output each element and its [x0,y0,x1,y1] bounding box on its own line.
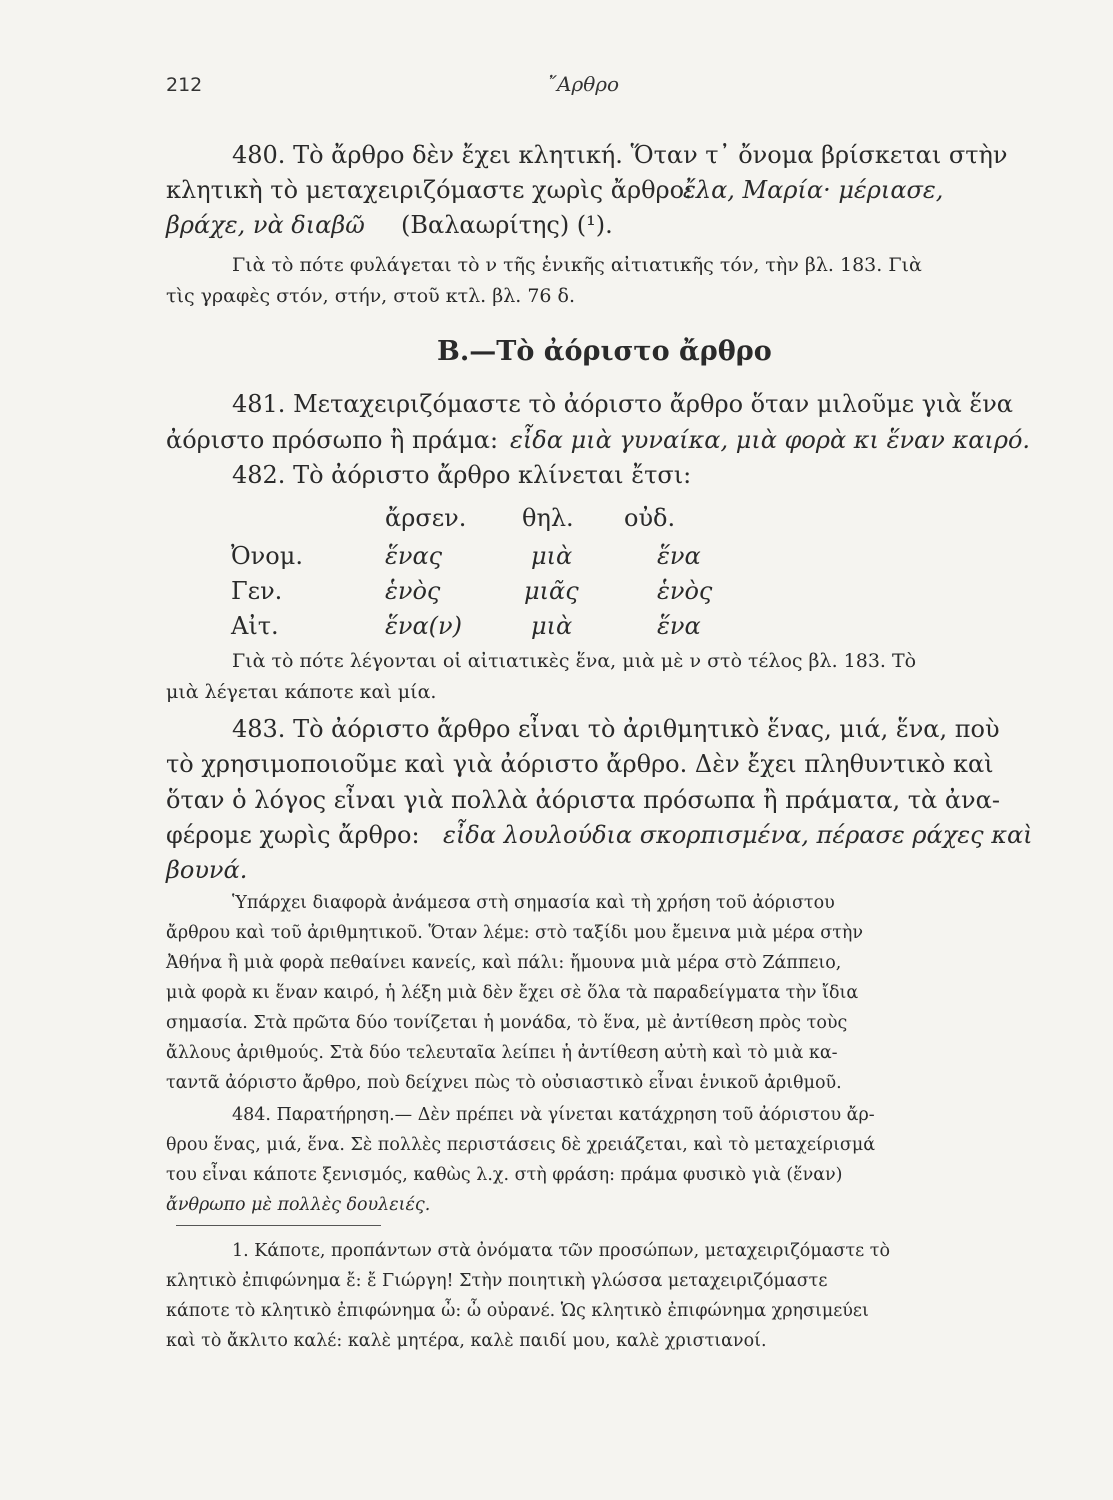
section-heading: Β.—Τὸ ἀόριστο ἄρθρο [437,336,772,367]
footnote-line-2: κλητικὸ ἐπιφώνημα ἔ: ἔ Γιώργη! Στὴν ποιητικὴ γλώσσα μεταχειριζόμαστε [166,1271,828,1291]
paragraph-481-line-2a: ἀόριστο πρόσωπο ἢ πράμα: [166,426,499,454]
paragraph-484-line-2: θρου ἕνας, μιά, ἕνα. Σὲ πολλὲς περιστάσεις δὲ χρειάζεται, καὶ τὸ μεταχείρισμά [166,1135,876,1155]
paragraph-480-line-1: 480. Τὸ ἄρθρο δὲν ἔχει κλητική. Ὅταν τ᾽ ὄνομα βρίσκεται στὴν [232,141,1008,169]
table-header-neuter: οὐδ. [624,504,676,532]
paragraph-482: 482. Τὸ ἀόριστο ἄρθρο κλίνεται ἔτσι: [232,461,692,489]
table-case-accusative: Αἰτ. [231,612,279,640]
table-cell: μιᾶς [524,577,579,605]
table-header-feminine: θηλ. [522,504,574,532]
paragraph-480-line-2b: ἔλα, Μαρία· μέριασε, [683,176,944,204]
paragraph-484-line-1: 484. Παρατήρηση.— Δὲν πρέπει νὰ γίνεται κατάχρηση τοῦ ἀόριστου ἄρ- [232,1105,875,1125]
footnote-line-1: 1. Κάποτε, προπάντων στὰ ὀνόματα τῶν προσώπων, μεταχειριζόμαστε τὸ [232,1241,891,1261]
paragraph-480-line-3a: βράχε, νὰ διαβῶ [166,211,365,239]
note-482-line-2: μιὰ λέγεται κάποτε καὶ μία. [166,681,437,703]
paragraph-483-line-4a: φέρομε χωρὶς ἄρθρο: [166,821,420,849]
table-cell: ἕνα [657,542,701,570]
footnote-divider [176,1225,381,1226]
note-482-line-1: Γιὰ τὸ πότε λέγονται οἱ αἰτιατικὲς ἕνα, μιὰ μὲ ν στὸ τέλος βλ. 183. Τὸ [232,650,917,672]
table-cell: ἕνα(ν) [385,612,462,640]
table-cell: ἑνὸς [385,577,441,605]
footnote-line-3: κάποτε τὸ κλητικὸ ἐπιφώνημα ὦ: ὦ οὐρανέ. Ὡς κλητικὸ ἐπιφώνημα χρησιμεύει [166,1301,869,1321]
table-header-masculine: ἄρσεν. [385,504,467,532]
note-483-line-5: σημασία. Στὰ πρῶτα δύο τονίζεται ἡ μονάδα, τὸ ἕνα, μὲ ἀντίθεση πρὸς τοὺς [166,1013,848,1033]
paragraph-483-line-5: βουνά. [166,856,248,884]
footnote-line-4: καὶ τὸ ἄκλιτο καλέ: καλὲ μητέρα, καλὲ παιδί μου, καλὲ χριστιανοί. [166,1331,767,1351]
table-cell: μιὰ [531,542,573,570]
table-cell: ἑνὸς [657,577,713,605]
note-483-line-7: ταντᾶ ἀόριστο ἄρθρο, ποὺ δείχνει πὼς τὸ οὐσιαστικὸ εἶναι ἑνικοῦ ἀριθμοῦ. [166,1073,842,1093]
paragraph-483-line-2: τὸ χρησιμοποιοῦμε καὶ γιὰ ἀόριστο ἄρθρο. Δὲν ἔχει πληθυντικὸ καὶ [166,750,994,778]
table-case-nominative: Ὀνομ. [231,542,303,570]
note-483-line-3: Ἀθήνα ἢ μιὰ φορὰ πεθαίνει κανείς, καὶ πάλι: ἤμουνα μιὰ μέρα στὸ Ζάππειο, [166,953,842,973]
paragraph-484-line-4: ἄνθρωπο μὲ πολλὲς δουλειές. [166,1195,431,1215]
paragraph-483-line-1: 483. Τὸ ἀόριστο ἄρθρο εἶναι τὸ ἀριθμητικὸ ἕνας, μιά, ἕνα, ποὺ [232,715,1000,743]
note-480-line-1: Γιὰ τὸ πότε φυλάγεται τὸ ν τῆς ἑνικῆς αἰτιατικῆς τόν, τὴν βλ. 183. Γιὰ [232,254,922,276]
table-cell: μιὰ [531,612,573,640]
note-483-line-6: ἄλλους ἀριθμούς. Στὰ δύο τελευταῖα λείπει ἡ ἀντίθεση αὐτὴ καὶ τὸ μιὰ κα- [166,1043,838,1063]
running-title: ῎Αρθρο [547,72,620,96]
table-cell: ἕνας [385,542,443,570]
note-483-line-4: μιὰ φορὰ κι ἕναν καιρό, ἡ λέξη μιὰ δὲν ἔχει σὲ ὅλα τὰ παραδείγματα τὴν ἴδια [166,983,859,1003]
paragraph-480-line-3b: (Βαλαωρίτης) (¹). [401,211,613,239]
paragraph-481-line-1: 481. Μεταχειριζόμαστε τὸ ἀόριστο ἄρθρο ὅταν μιλοῦμε γιὰ ἕνα [232,390,1014,418]
paragraph-483-line-3: ὅταν ὁ λόγος εἶναι γιὰ πολλὰ ἀόριστα πρόσωπα ἢ πράματα, τὰ ἀνα- [166,786,1000,814]
paragraph-483-line-4b: εἶδα λουλούδια σκορπισμένα, πέρασε ράχες καὶ [443,821,1033,849]
table-case-genitive: Γεν. [231,577,283,605]
note-483-line-1: Ὑπάρχει διαφορὰ ἀνάμεσα στὴ σημασία καὶ τὴ χρήση τοῦ ἀόριστου [232,893,835,913]
note-480-line-2: τὶς γραφὲς στόν, στήν, στοῦ κτλ. βλ. 76 δ. [166,285,576,307]
page-number: 212 [166,74,203,96]
paragraph-484-line-3: του εἶναι κάποτε ξενισμός, καθὼς λ.χ. στὴ φράση: πράμα φυσικὸ γιὰ (ἕναν) [166,1165,843,1185]
note-483-line-2: ἄρθρου καὶ τοῦ ἀριθμητικοῦ. Ὅταν λέμε: στὸ ταξίδι μου ἔμεινα μιὰ μέρα στὴν [166,923,864,943]
table-cell: ἕνα [657,612,701,640]
paragraph-480-line-2a: κλητικὴ τὸ μεταχειριζόμαστε χωρὶς ἄρθρο: [166,176,693,204]
paragraph-481-line-2b: εἶδα μιὰ γυναίκα, μιὰ φορὰ κι ἕναν καιρό. [510,426,1031,454]
